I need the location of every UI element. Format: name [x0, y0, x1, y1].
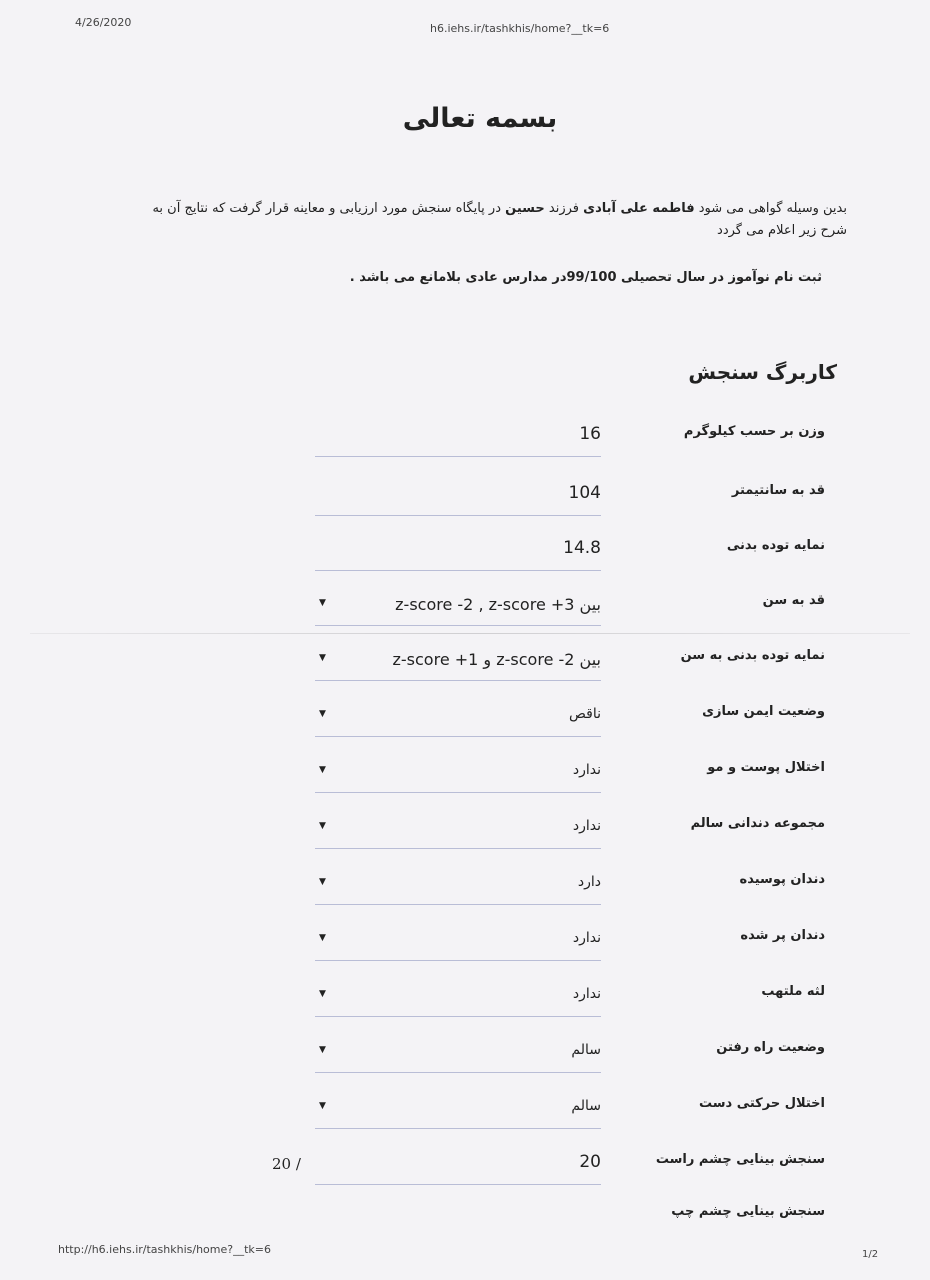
field-row-height-for-age	[0, 593, 930, 643]
intro-text-1: بدین وسیله گواهی می شود	[698, 201, 847, 216]
field-row-inflamed-gum	[0, 984, 930, 1034]
field-row-gait	[0, 1040, 930, 1090]
field-row-weight	[0, 424, 930, 474]
bmi-for-age-select[interactable]	[315, 648, 601, 681]
bmi-value: 14.8	[563, 538, 601, 558]
field-label-skin-hair: اختلال پوست و مو	[707, 760, 825, 775]
gait-select[interactable]	[315, 1040, 601, 1073]
field-label-height: قد به سانتیمتر	[731, 483, 825, 498]
intro-text-2: فرزند	[548, 201, 580, 216]
chevron-down-icon: ▼	[319, 598, 326, 608]
intro-text-3: در پایگاه سنجش مورد ارزیابی و معاینه قرار گرفت که نتایج آن به شرح زیر اعلام می گردد	[152, 201, 847, 238]
chevron-down-icon: ▼	[319, 653, 326, 663]
gait-value: سالم	[571, 1042, 601, 1058]
field-row-filled-tooth	[0, 928, 930, 978]
inflamed-gum-value: ندارد	[572, 986, 601, 1002]
page-number: 1/2	[862, 1249, 879, 1260]
height-for-age-select[interactable]	[315, 593, 601, 626]
chevron-down-icon: ▼	[319, 877, 326, 887]
immunization-value: ناقص	[568, 706, 601, 722]
page-title: بسمه تعالی	[402, 103, 558, 134]
immunization-select[interactable]	[315, 704, 601, 737]
field-label-gait: وضعیت راه رفتن	[716, 1040, 825, 1055]
print-header-url: h6.iehs.ir/tashkhis/home?__tk=6	[430, 22, 610, 35]
academic-year: 99/100	[566, 270, 617, 285]
field-row-decayed-tooth	[0, 872, 930, 922]
field-row-height	[0, 483, 930, 533]
chevron-down-icon: ▼	[319, 821, 326, 831]
bmi-for-age-value: بین z-score -2 و z-score +1	[392, 650, 601, 669]
chevron-down-icon: ▼	[319, 765, 326, 775]
print-footer-url: http://h6.iehs.ir/tashkhis/home?__tk=6	[58, 1243, 271, 1256]
field-label-weight: وزن بر حسب کیلوگرم	[683, 424, 825, 439]
decayed-tooth-value: دارد	[577, 874, 601, 890]
field-label-healthy-teeth: مجموعه دندانی سالم	[690, 816, 825, 831]
statement-text-1: ثبت نام نوآموز در سال تحصیلی	[621, 270, 822, 285]
field-row-right-eye	[0, 1152, 930, 1202]
chevron-down-icon: ▼	[319, 1045, 326, 1055]
field-label-bmi-for-age: نمایه توده بدنی به سن	[680, 648, 825, 663]
healthy-teeth-value: ندارد	[572, 818, 601, 834]
field-row-skin-hair	[0, 760, 930, 810]
chevron-down-icon: ▼	[319, 933, 326, 943]
height-input[interactable]	[315, 483, 601, 516]
certificate-intro	[150, 198, 847, 242]
filled-tooth-select[interactable]	[315, 928, 601, 961]
chevron-down-icon: ▼	[319, 1101, 326, 1111]
skin-hair-select[interactable]	[315, 760, 601, 793]
skin-hair-value: ندارد	[572, 762, 601, 778]
field-label-height-for-age: قد به سن	[762, 593, 825, 608]
field-row-healthy-teeth	[0, 816, 930, 866]
student-name: فاطمه علی آبادی	[583, 201, 695, 216]
weight-value: 16	[579, 424, 601, 444]
field-label-inflamed-gum: لثه ملتهب	[761, 984, 825, 999]
father-name: حسین	[505, 201, 545, 216]
field-label-left-eye: سنجش بینایی چشم چپ	[671, 1204, 825, 1219]
hand-motor-select[interactable]	[315, 1096, 601, 1129]
right-eye-out-of: 20 /	[272, 1155, 301, 1173]
chevron-down-icon: ▼	[319, 709, 326, 719]
print-date: 4/26/2020	[75, 16, 132, 29]
weight-input[interactable]	[315, 424, 601, 457]
right-eye-value: 20	[579, 1152, 601, 1172]
healthy-teeth-select[interactable]	[315, 816, 601, 849]
field-row-bmi	[0, 538, 930, 588]
height-value: 104	[568, 483, 601, 503]
field-label-hand-motor: اختلال حرکتی دست	[698, 1096, 825, 1111]
statement-text-2: در مدارس عادی بلامانع می باشد .	[349, 270, 567, 285]
field-row-immunization	[0, 704, 930, 754]
inflamed-gum-select[interactable]	[315, 984, 601, 1017]
chevron-down-icon: ▼	[319, 989, 326, 999]
field-label-bmi: نمایه توده بدنی	[726, 538, 825, 553]
field-row-hand-motor	[0, 1096, 930, 1146]
field-label-right-eye: سنجش بینایی چشم راست	[655, 1152, 825, 1167]
hand-motor-value: سالم	[571, 1098, 601, 1114]
field-label-decayed-tooth: دندان پوسیده	[739, 872, 825, 887]
section-title: کاربرگ سنجش	[688, 360, 837, 384]
field-label-immunization: وضعیت ایمن سازی	[702, 704, 825, 719]
right-eye-input[interactable]	[315, 1152, 601, 1185]
height-for-age-value: بین z-score -2 , z-score +3	[395, 595, 601, 614]
enrollment-statement	[300, 270, 822, 285]
decayed-tooth-select[interactable]	[315, 872, 601, 905]
bmi-input[interactable]	[315, 538, 601, 571]
field-label-filled-tooth: دندان پر شده	[740, 928, 825, 943]
field-row-bmi-for-age	[0, 648, 930, 698]
filled-tooth-value: ندارد	[572, 930, 601, 946]
